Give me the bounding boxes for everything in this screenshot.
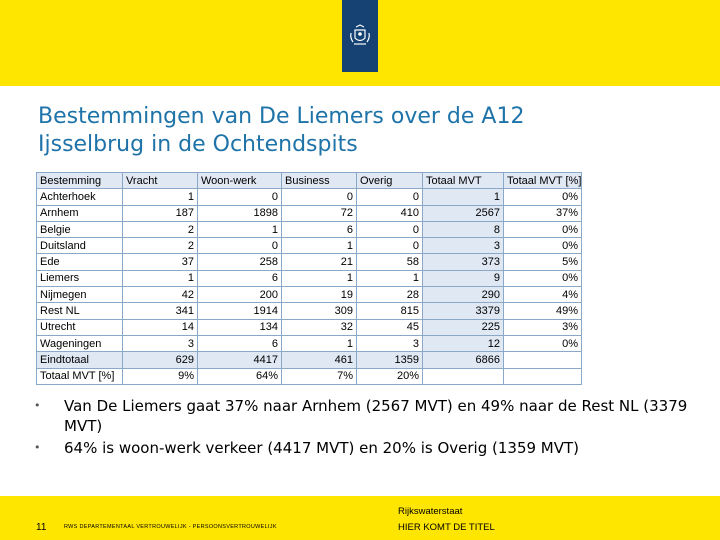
table-header-row bbox=[37, 173, 582, 189]
table-cell: 1 bbox=[282, 270, 357, 286]
table-cell: 309 bbox=[282, 303, 357, 319]
table-cell: 187 bbox=[123, 205, 198, 221]
table-cell: 1 bbox=[123, 189, 198, 205]
table-cell: 1 bbox=[357, 270, 423, 286]
table-cell: 2 bbox=[123, 238, 198, 254]
table-cell bbox=[504, 368, 582, 384]
table-cell: 2 bbox=[123, 221, 198, 237]
table-cell: 629 bbox=[123, 352, 198, 368]
bullet-item bbox=[34, 438, 704, 458]
table-cell: 42 bbox=[123, 287, 198, 303]
table-cell: 14 bbox=[123, 319, 198, 335]
table-cell: 134 bbox=[198, 319, 282, 335]
destination-cell: Eindtotaal bbox=[37, 352, 123, 368]
slide-title bbox=[38, 103, 678, 159]
table-cell: 1898 bbox=[198, 205, 282, 221]
table-cell: 3% bbox=[504, 319, 582, 335]
table-cell: 32 bbox=[282, 319, 357, 335]
table-cell: 3 bbox=[357, 335, 423, 351]
table-cell: 37 bbox=[123, 254, 198, 270]
table-cell: 3 bbox=[123, 335, 198, 351]
totaal-pct-row bbox=[37, 368, 582, 384]
footer-organisation: Rijkswaterstaat bbox=[398, 506, 463, 517]
table-cell bbox=[504, 352, 582, 368]
table-cell: 225 bbox=[423, 319, 504, 335]
coat-of-arms-icon bbox=[347, 23, 373, 49]
table-cell: 0 bbox=[357, 221, 423, 237]
table-cell: 200 bbox=[198, 287, 282, 303]
table-row bbox=[37, 238, 582, 254]
table-cell: 1359 bbox=[357, 352, 423, 368]
footer-department: RWS DEPARTEMENTAAL VERTROUWELIJK - PERSOONSVERTROUWELIJK bbox=[64, 524, 277, 530]
column-header: Business bbox=[282, 173, 357, 189]
table-row bbox=[37, 319, 582, 335]
destination-cell: Arnhem bbox=[37, 205, 123, 221]
table-cell: 8 bbox=[423, 221, 504, 237]
table-cell: 0 bbox=[282, 189, 357, 205]
table-row bbox=[37, 270, 582, 286]
column-header: Totaal MVT [%] bbox=[504, 173, 582, 189]
destination-cell: Achterhoek bbox=[37, 189, 123, 205]
destination-cell: Ede bbox=[37, 254, 123, 270]
table-row bbox=[37, 303, 582, 319]
bullet-icon: • bbox=[34, 399, 41, 412]
table-cell: 373 bbox=[423, 254, 504, 270]
footer-title: HIER KOMT DE TITEL bbox=[398, 522, 495, 533]
header-band bbox=[0, 0, 720, 86]
table-cell: 37% bbox=[504, 205, 582, 221]
table-cell: 49% bbox=[504, 303, 582, 319]
table-cell: 0 bbox=[357, 189, 423, 205]
bullet-item bbox=[34, 396, 704, 436]
table-cell: 28 bbox=[357, 287, 423, 303]
table-row bbox=[37, 287, 582, 303]
slide-title-line1: Bestemmingen van De Liemers over de A12 bbox=[38, 104, 525, 129]
table-row bbox=[37, 189, 582, 205]
table-cell: 258 bbox=[198, 254, 282, 270]
destination-cell: Duitsland bbox=[37, 238, 123, 254]
table-cell: 21 bbox=[282, 254, 357, 270]
footer-band bbox=[0, 496, 720, 540]
column-header: Vracht bbox=[123, 173, 198, 189]
destination-cell: Belgie bbox=[37, 221, 123, 237]
table-row bbox=[37, 254, 582, 270]
table-cell: 0% bbox=[504, 270, 582, 286]
table-cell: 6 bbox=[198, 270, 282, 286]
table-cell: 9% bbox=[123, 368, 198, 384]
table-cell: 1 bbox=[282, 238, 357, 254]
destination-cell: Rest NL bbox=[37, 303, 123, 319]
table-cell: 0% bbox=[504, 189, 582, 205]
eindtotaal-row bbox=[37, 352, 582, 368]
table-cell: 0% bbox=[504, 221, 582, 237]
table-cell: 0 bbox=[198, 189, 282, 205]
table-cell: 410 bbox=[357, 205, 423, 221]
column-header: Overig bbox=[357, 173, 423, 189]
column-header: Woon-werk bbox=[198, 173, 282, 189]
table-cell: 6866 bbox=[423, 352, 504, 368]
table-cell: 6 bbox=[282, 221, 357, 237]
logo-strip bbox=[342, 0, 378, 72]
table-cell: 290 bbox=[423, 287, 504, 303]
table-cell: 7% bbox=[282, 368, 357, 384]
table-cell: 4417 bbox=[198, 352, 282, 368]
table-cell: 0 bbox=[198, 238, 282, 254]
table-cell: 815 bbox=[357, 303, 423, 319]
table-cell: 12 bbox=[423, 335, 504, 351]
bullet-icon: • bbox=[34, 441, 41, 454]
destination-cell: Utrecht bbox=[37, 319, 123, 335]
table-cell: 1 bbox=[198, 221, 282, 237]
column-header: Totaal MVT bbox=[423, 173, 504, 189]
table-cell: 72 bbox=[282, 205, 357, 221]
destination-cell: Wageningen bbox=[37, 335, 123, 351]
table-cell: 0% bbox=[504, 335, 582, 351]
table-cell: 2567 bbox=[423, 205, 504, 221]
table-cell: 19 bbox=[282, 287, 357, 303]
column-header: Bestemming bbox=[37, 173, 123, 189]
table-cell: 0% bbox=[504, 238, 582, 254]
table-cell: 9 bbox=[423, 270, 504, 286]
slide-title-line2: Ijsselbrug in de Ochtendspits bbox=[38, 132, 358, 157]
table-cell: 64% bbox=[198, 368, 282, 384]
table-cell: 341 bbox=[123, 303, 198, 319]
table-cell: 1 bbox=[423, 189, 504, 205]
table-cell: 5% bbox=[504, 254, 582, 270]
table-row bbox=[37, 205, 582, 221]
destination-cell: Totaal MVT [%] bbox=[37, 368, 123, 384]
table-cell: 1914 bbox=[198, 303, 282, 319]
table-row bbox=[37, 221, 582, 237]
table-cell: 58 bbox=[357, 254, 423, 270]
bullet-list bbox=[34, 396, 704, 460]
table-cell: 4% bbox=[504, 287, 582, 303]
table-cell bbox=[423, 368, 504, 384]
table-row bbox=[37, 335, 582, 351]
table-cell: 20% bbox=[357, 368, 423, 384]
table-cell: 0 bbox=[357, 238, 423, 254]
table-cell: 6 bbox=[198, 335, 282, 351]
table-cell: 3379 bbox=[423, 303, 504, 319]
bullet-text: Van De Liemers gaat 37% naar Arnhem (2567 MVT) en 49% naar de Rest NL (3379 MVT) bbox=[64, 397, 688, 435]
table-cell: 45 bbox=[357, 319, 423, 335]
table-cell: 461 bbox=[282, 352, 357, 368]
table-cell: 1 bbox=[123, 270, 198, 286]
bullet-text: 64% is woon-werk verkeer (4417 MVT) en 20% is Overig (1359 MVT) bbox=[64, 439, 580, 457]
page-number: 11 bbox=[36, 522, 47, 533]
destination-cell: Liemers bbox=[37, 270, 123, 286]
destinations-table bbox=[36, 172, 582, 385]
destination-cell: Nijmegen bbox=[37, 287, 123, 303]
table-cell: 1 bbox=[282, 335, 357, 351]
table-cell: 3 bbox=[423, 238, 504, 254]
